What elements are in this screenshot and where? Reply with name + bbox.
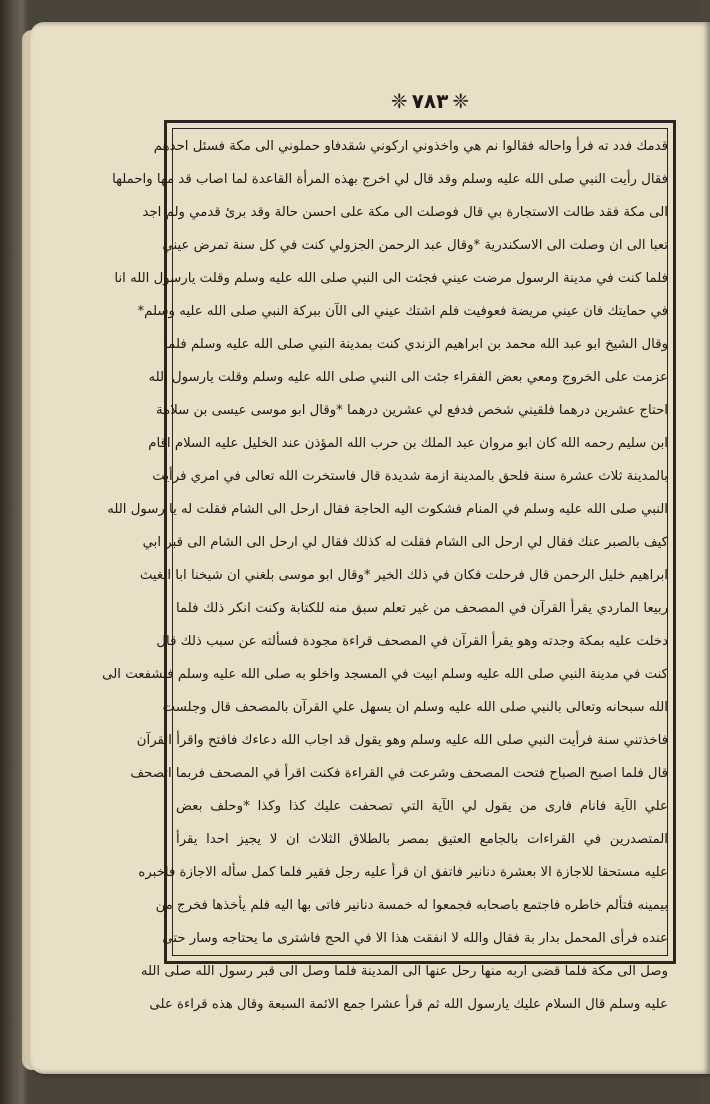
ornament-left-icon: ❈: [390, 89, 408, 113]
text-line-5: فلما كنت في مدينة الرسول مرضت عيني فجئت الى النبي صلى الله عليه وسلم وقلت يارسول الله انا: [114, 271, 668, 286]
text-line-10: ابن سليم رحمه الله كان ابو مروان عبد الملك بن حرب الله المؤذن عند الخليل عليه السلام اقام: [148, 436, 668, 451]
text-line-27: عليه وسلم قال السلام عليك يارسول الله ثم قرأ عشرا جمع الائمة السبعة وقال هذه قراءة على: [149, 997, 668, 1012]
text-line-11: بالمدينة ثلاث عشرة سنة فلحق بالمدينة ازمة شديدة قال فاستخرت الله تعالى في امري فرأيت: [152, 469, 668, 484]
text-line-6: في حمايتك فان عيني مريضة فعوفيت فلم اشتك عيني الى الآن ببركة النبي صلى الله عليه وسلم*: [137, 304, 668, 319]
text-line-17: كنت في مدينة النبي صلى الله عليه وسلم ابيت في المسجد واخلو به صلى الله عليه وسلم فتشفعت الى: [102, 667, 668, 682]
ornament-right-icon: ❈: [452, 89, 470, 113]
text-line-12: النبي صلى الله عليه وسلم في المنام فشكوت اليه الحاجة فقال ارحل الى الشام فقلت له يا رسول الله: [107, 502, 668, 517]
text-line-24: بيمينه فتألم خاطره فاجتمع باصحابه فجمعوا له خمسة دنانير فاتى بها اليه فلم يأخذها فخرج من: [155, 898, 668, 913]
text-line-22: المتصدرين في القراءات بالجامع العتيق بمصر بالطلاق الثلاث ان لا يجيز احدا يقرأ: [176, 832, 668, 847]
text-line-20: قال فلما اصبح الصباح فتحت المصحف وشرعت في القراءة فكنت اقرأ في المصحف فربما اتصحف: [130, 766, 668, 781]
text-line-3: الى مكة فقد طالت الاستجارة بي قال فوصلت الى مكة على احسن حالة وقد برئ قدمي ولم اجد: [142, 205, 668, 220]
main-text-block: [102, 130, 668, 1012]
text-line-13: كيف بالصبر عنك فقال لي ارحل الى الشام فقلت له كذلك فقال لي ارحل الى الشام الى قبر ابي: [142, 535, 668, 550]
text-line-15: ربيعا الماردي يقرأ القرآن في المصحف من غير تعلم سبق منه للكتابة وكنت انكر ذلك فلما: [176, 601, 668, 616]
text-line-19: فاخذتني سنة فرأيت النبي صلى الله عليه وسلم وهو يقول قد اجاب الله دعاءك فافتح واقرأ القرآن: [136, 733, 668, 748]
page-number: ٧٨٣: [411, 89, 449, 113]
text-line-9: احتاج عشرين درهما فلقيني شخص فدفع لي عشرين درهما *وقال ابو موسى عيسى بن سلامة: [155, 403, 668, 418]
text-line-2: فقال رأيت النبي صلى الله عليه وسلم وقد قال لي اخرج بهذه المرأة القاعدة لما اصاب قد مها واحملها: [112, 172, 668, 187]
text-line-23: عليه مستحقا للاجازة الا بعشرة دنانير فاتفق ان قرأ عليه رجل فقير فلما كمل سأله الاجازة فاخبره: [138, 865, 668, 880]
page-header: [380, 86, 480, 116]
text-line-25: عنده فرأى المحمل بدار بة فقال والله لا انفقت هذا الا في الحج فاشترى ما يحتاجه وسار حتى: [162, 931, 668, 946]
text-line-14: ابراهيم خليل الرحمن قال فرحلت فكان في ذلك الخير *وقال ابو موسى بلغني ان شيخنا ابا الغيث: [139, 568, 668, 583]
text-line-16: دخلت عليه بمكة وجدته وهو يقرأ القرآن في المصحف قراءة مجودة فسألته عن سبب ذلك قال: [156, 634, 668, 649]
text-line-26: وصل الى مكة فلما قضى اربه منها رحل عنها الى المدينة فلما وصل الى قبر رسول الله صلى الله: [140, 964, 668, 979]
text-line-8: عزمت على الخروج ومعي بعض الفقراء جئت الى النبي صلى الله عليه وسلم وقلت يارسول الله: [148, 370, 668, 385]
text-line-18: الله سبحانه وتعالى بالنبي صلى الله عليه وسلم ان يسهل علي القرآن بالمصحف قال وجلست: [162, 700, 668, 715]
text-line-1: قدمك فدد ته فرأ واحاله فقالوا نم هي واخذوني اركوني شقدفاو حملوني الى مكة فسئل احدهم: [153, 139, 668, 154]
text-line-21: علي الآية فانام فارى من يقول لي الآية التي تصحفت عليك كذا وكذا *وحلف بعض: [176, 799, 668, 814]
text-line-4: تعبا الى ان وصلت الى الاسكندرية *وقال عبد الرحمن الجزولي كنت في كل سنة تمرض عيني: [162, 238, 668, 253]
text-line-7: وقال الشيخ ابو عبد الله محمد بن ابراهيم الزندي كنت بمدينة النبي صلى الله عليه وسلم فلما: [164, 337, 668, 352]
